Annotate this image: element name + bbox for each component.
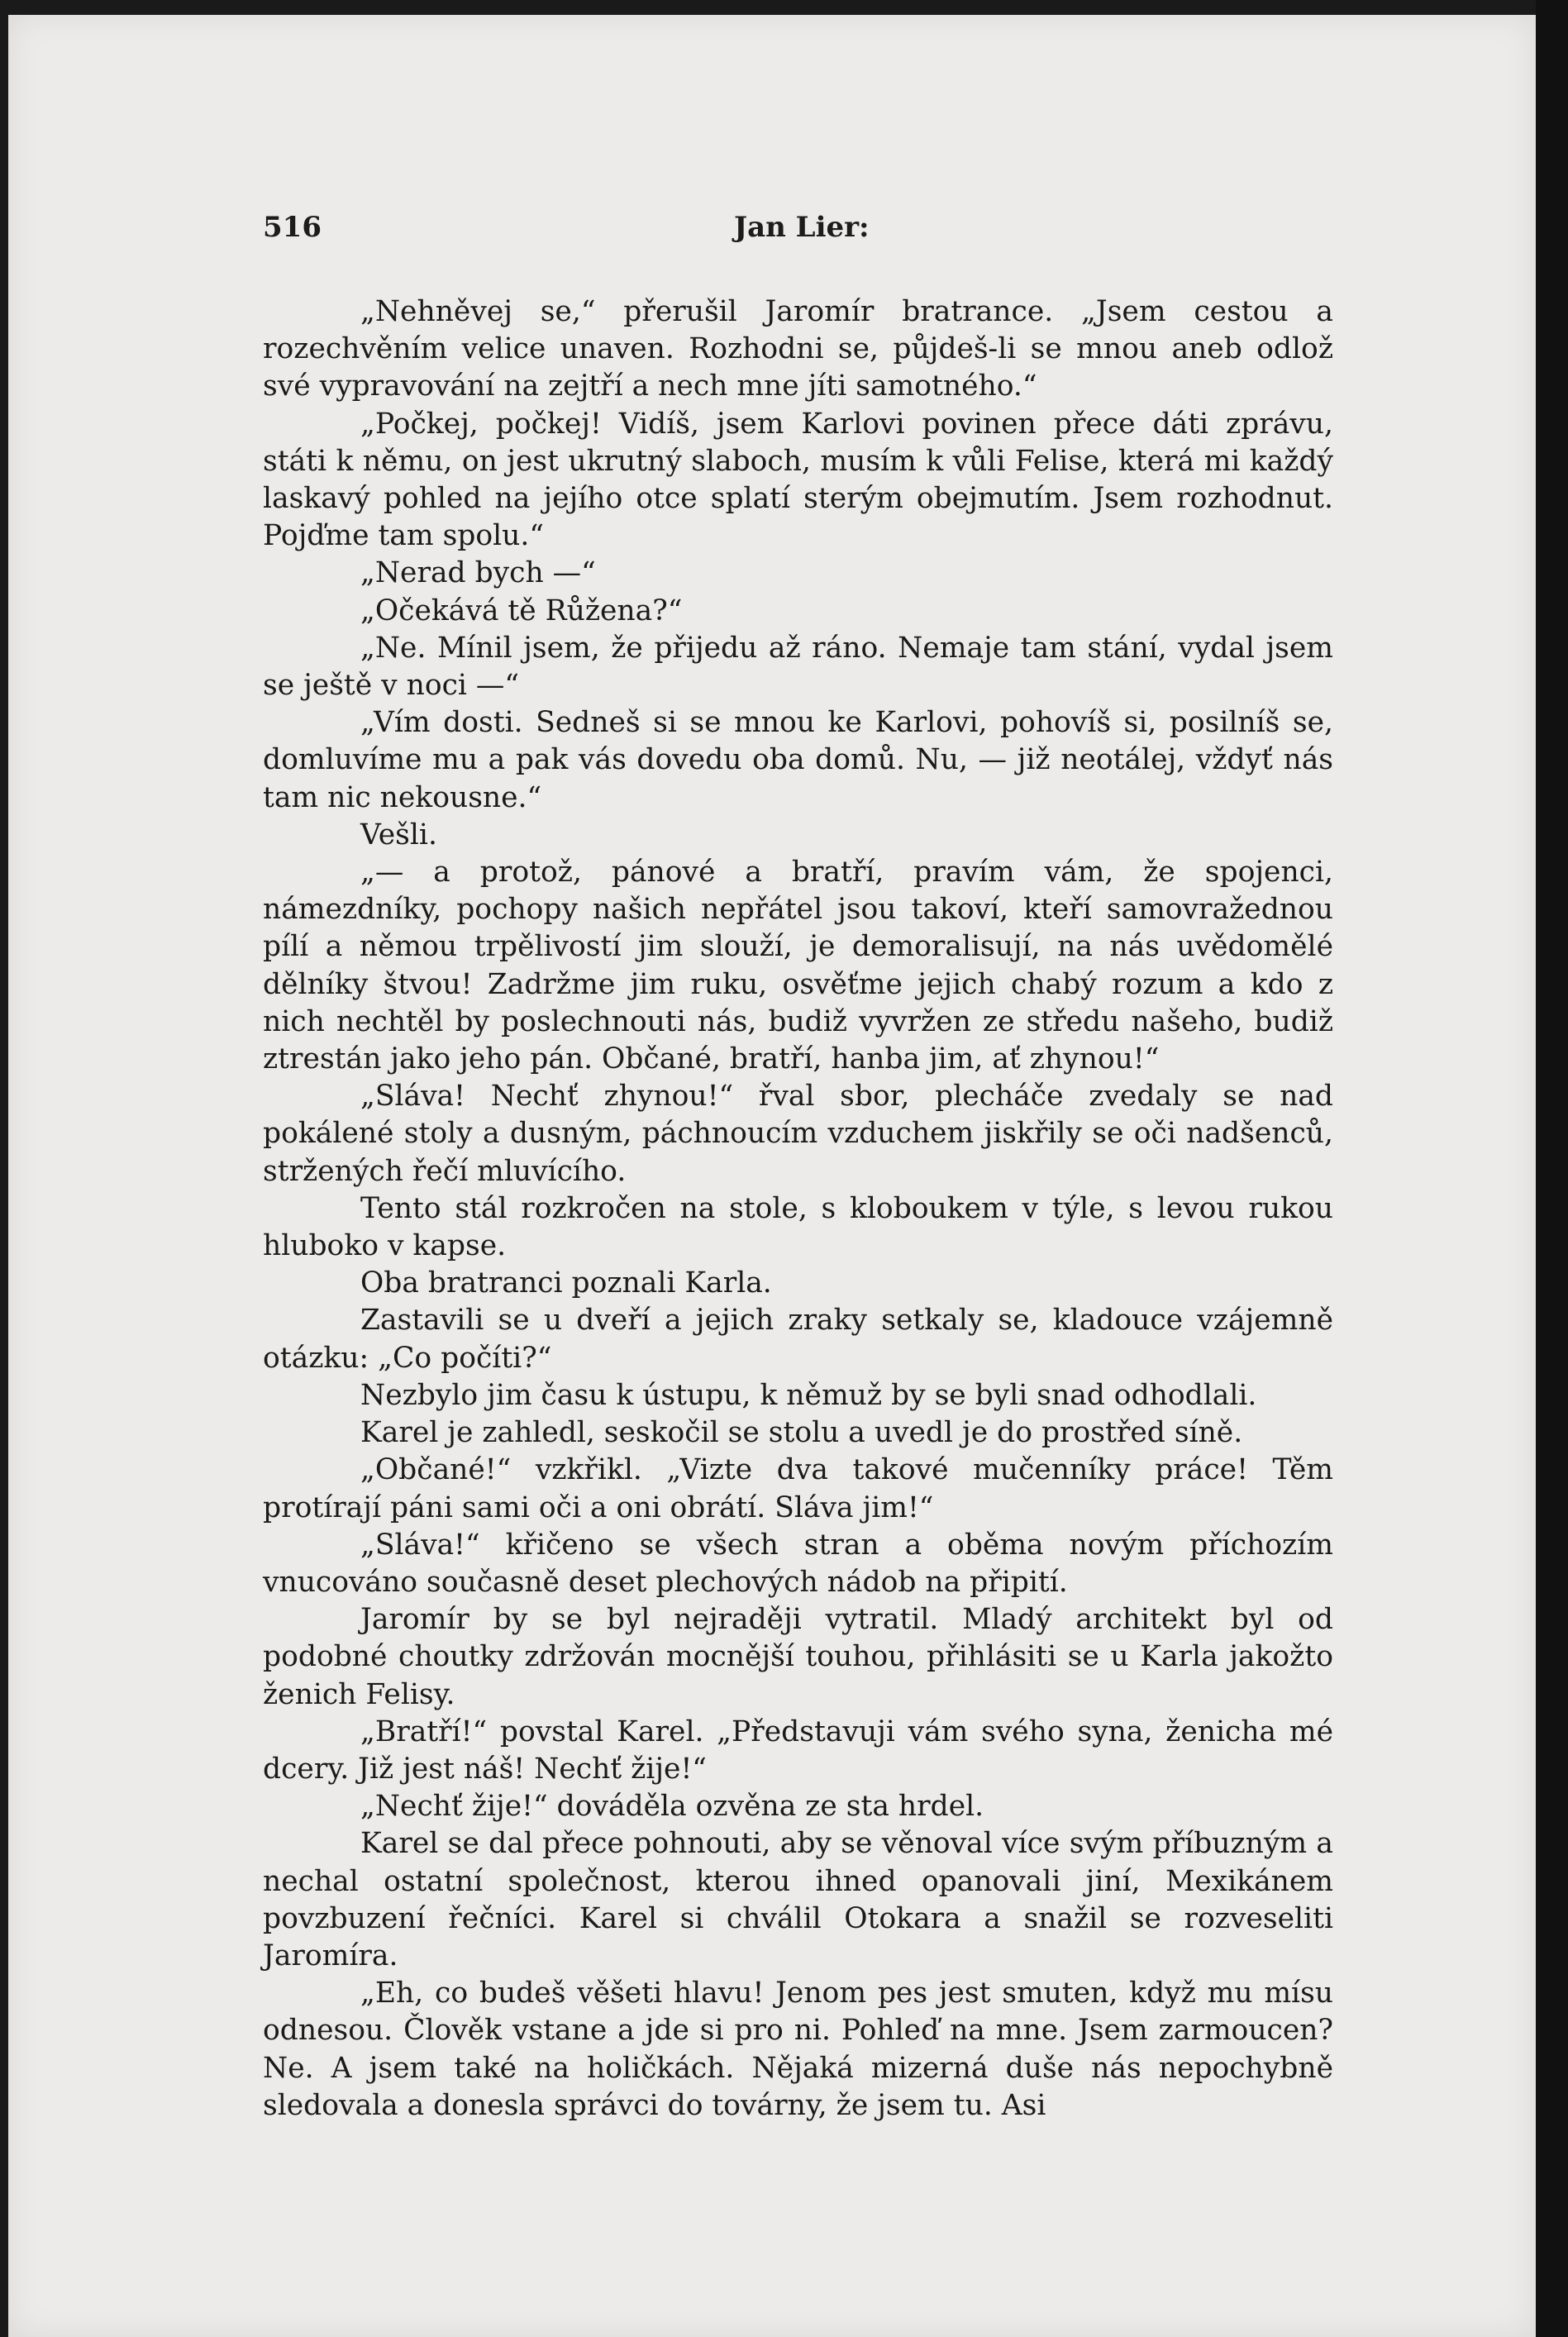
page-header: [263, 211, 908, 252]
paragraph: Nezbylo jim času k ústupu, k němuž by se byli snad odhodlali.: [360, 1378, 1257, 1412]
paragraph: „Bratří!“ povstal Karel. „Představuji vám svého syna, ženicha mé dcery. Již jest náš! Nechť žije!“: [263, 1715, 1333, 1786]
paragraph: „Sláva!“ křičeno se všech stran a oběma novým příchozím vnucováno současně deset plechových nádob na připití.: [263, 1528, 1333, 1599]
paragraph: „Vím dosti. Sedneš si se mnou ke Karlovi, pohovíš si, posilníš se, domluvíme mu a pak vás dovedu oba domů. Nu, — již neotálej, vždyť nás tam nic nekousne.“: [263, 706, 1333, 814]
paragraph: „Ne. Mínil jsem, že přijedu až ráno. Nemaje tam stání, vydal jsem se ještě v noci —“: [263, 631, 1333, 703]
paragraph: „Eh, co budeš věšeti hlavu! Jenom pes jest smuten, když mu mísu odnesou. Člověk vstane a jde si pro ni. Pohleď na mne. Jsem zarmoucen? Ne. A jsem také na holičkách. Nějaká mizerná duše nás nepochybně sledovala a donesla správci do továrny, že jsem tu. Asi: [263, 1977, 1333, 2122]
running-head: Jan Lier:: [734, 211, 870, 244]
paragraph: Zastavili se u dveří a jejich zraky setkaly se, kladouce vzájemně otázku: „Co počíti?“: [263, 1304, 1333, 1375]
paragraph: Karel se dal přece pohnouti, aby se věnoval více svým příbuzným a nechal ostatní společnost, kterou ihned opanovali jiní, Mexikánem povzbuzení řečníci. Karel si chválil Otokara a snažil se rozveseliti Jaromíra.: [263, 1827, 1333, 1972]
paragraph: „— a protož, pánové a bratří, pravím vám, že spojenci, námezdníky, pochopy našich nepřátel jsou takoví, kteří samovražednou pílí a němou trpělivostí jim slouží, je demoralisují, na nás uvědomělé dělníky štvou! Zadržme jim ruku, osvěťme jejich chabý rozum a kdo z nich nechtěl by poslechnouti nás, budiž vyvržen ze středu našeho, budiž ztrestán jako jeho pán. Občané, bratří, hanba jim, ať zhynou!“: [263, 856, 1333, 1076]
paragraph: „Nerad bych —“: [360, 556, 596, 590]
paragraph: Tento stál rozkročen na stole, s kloboukem v týle, s levou rukou hluboko v kapse.: [263, 1191, 1333, 1263]
page-edge-shadow: [1536, 0, 1568, 2337]
paragraph: „Občané!“ vzkřikl. „Vizte dva takové mučenníky práce! Těm protírají páni sami oči a oni obrátí. Sláva jim!“: [263, 1453, 1333, 1524]
paragraph: „Očekává tě Růžena?“: [360, 594, 683, 627]
paragraph: Oba bratranci poznali Karla.: [360, 1266, 772, 1300]
page-number: 516: [263, 211, 322, 244]
paragraph: Vešli.: [360, 818, 437, 851]
paragraph: „Nehněvej se,“ přerušil Jaromír bratrance. „Jsem cestou a rozechvěním velice unaven. Rozhodni se, půjdeš-li se mnou aneb odlož své vypravování na zejtří a nech mne jíti samotného.“: [263, 295, 1333, 403]
paragraph: „Sláva! Nechť zhynou!“ řval sbor, plecháče zvedaly se nad pokálené stoly a dusným, páchnoucím vzduchem jiskřily se oči nadšenců, stržených řečí mluvícího.: [263, 1080, 1333, 1188]
paragraph: „Nechť žije!“ dováděla ozvěna ze sta hrdel.: [360, 1790, 984, 1824]
paragraph: Karel je zahledl, seskočil se stolu a uvedl je do prostřed síně.: [360, 1416, 1243, 1450]
paragraph: „Počkej, počkej! Vidíš, jsem Karlovi povinen přece dáti zprávu, státi k němu, on jest ukrutný slaboch, musím k vůli Felise, která mi každý laskavý pohled na jejího otce splatí sterým obejmutím. Jsem rozhodnut. Pojďme tam spolu.“: [263, 407, 1333, 553]
paragraph: Jaromír by se byl nejraději vytratil. Mladý architekt byl od podobné choutky zdržován mocnější touhou, přihlásiti se u Karla jakožto ženich Felisy.: [263, 1603, 1333, 1711]
body-text: [263, 293, 1333, 2125]
